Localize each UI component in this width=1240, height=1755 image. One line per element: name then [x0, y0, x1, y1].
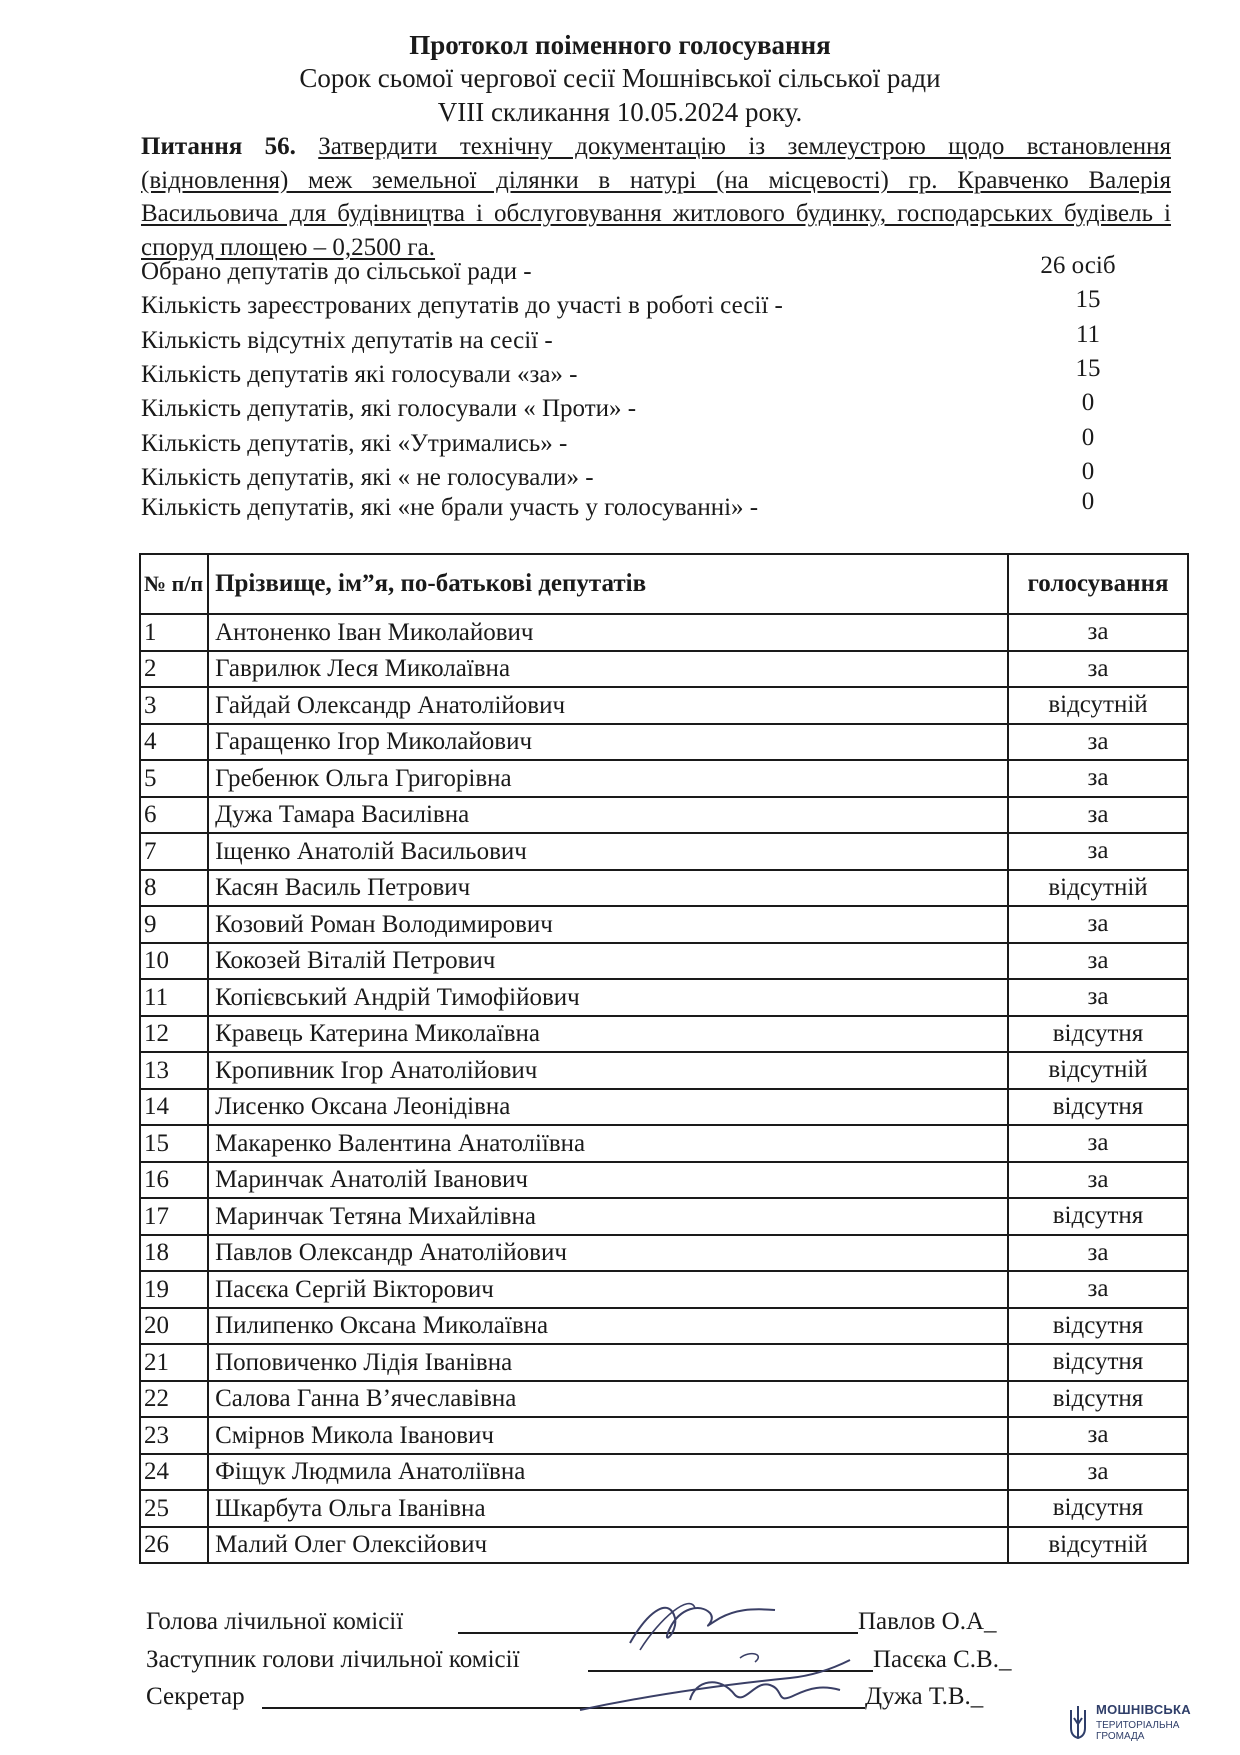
deputy-name: Кропивник Ігор Анатолійович — [208, 1052, 1008, 1089]
deputy-name: Гаращенко Ігор Миколайович — [208, 724, 1008, 761]
row-number: 8 — [140, 870, 208, 907]
row-number: 25 — [140, 1490, 208, 1527]
row-number: 21 — [140, 1344, 208, 1381]
deputy-name: Дужа Тамара Василівна — [208, 797, 1008, 834]
vote-result: відсутній — [1008, 870, 1188, 907]
row-number: 18 — [140, 1235, 208, 1272]
deputy-name: Маринчак Анатолій Іванович — [208, 1162, 1008, 1199]
stat-value: 0 — [1081, 458, 1095, 485]
vote-result: відсутня — [1008, 1308, 1188, 1345]
stat-value: 0 — [1081, 424, 1095, 451]
row-number: 11 — [140, 979, 208, 1016]
deputy-name: Макаренко Валентина Анатоліївна — [208, 1125, 1008, 1162]
community-logo — [1068, 1700, 1236, 1750]
stat-label: Кількість зареєстрованих депутатів до участі в роботі сесії - — [141, 292, 783, 319]
signature-role-deputy: Заступник голови лічильної комісії — [146, 1646, 520, 1673]
stat-label: Кількість депутатів, які «не брали участь у голосуванні» - — [141, 494, 759, 521]
stat-label: Обрано депутатів до сільської ради - — [141, 258, 532, 285]
signature-role-chair: Голова лічильної комісії — [146, 1608, 404, 1635]
agenda-question — [141, 130, 1171, 264]
question-text: Затвердити технічну документацію із землеустрою щодо встановлення (відновлення) меж земельної ділянки в натурі (на місцевості) гр. Кравченко Валерія Васильовича для будівництва і обслуговування житлового будинку, господарських будівель і споруд площею – 0,2500 га. — [141, 133, 1171, 261]
table-row — [140, 797, 1188, 834]
deputy-name: Салова Ганна В’ячеславівна — [208, 1381, 1008, 1418]
row-number: 7 — [140, 833, 208, 870]
vote-result: за — [1008, 1235, 1188, 1272]
table-row — [140, 760, 1188, 797]
vote-result: за — [1008, 906, 1188, 943]
vote-result: за — [1008, 651, 1188, 688]
signature-name-chair: Павлов О.А_ — [858, 1608, 997, 1635]
table-row — [140, 1454, 1188, 1491]
table-row — [140, 943, 1188, 980]
signature-name-secretary: Дужа Т.В._ — [865, 1683, 984, 1710]
row-number: 12 — [140, 1016, 208, 1053]
vote-result: за — [1008, 1125, 1188, 1162]
document-subtitle: Сорок сьомої чергової сесії Мошнівської сільської ради — [299, 63, 941, 93]
row-number: 5 — [140, 760, 208, 797]
signature-role-secretary: Секретар — [146, 1683, 245, 1710]
stat-value: 0 — [1081, 389, 1095, 416]
stat-value: 15 — [1075, 286, 1101, 313]
table-row — [140, 1344, 1188, 1381]
table-row — [140, 1198, 1188, 1235]
row-number: 10 — [140, 943, 208, 980]
deputy-name: Павлов Олександр Анатолійович — [208, 1235, 1008, 1272]
roll-call-table — [139, 553, 1189, 1564]
logo-line1: ТЕРИТОРІАЛЬНА — [1096, 1720, 1180, 1731]
table-row — [140, 724, 1188, 761]
vote-result: відсутня — [1008, 1198, 1188, 1235]
document-title: Протокол поіменного голосування — [409, 30, 831, 60]
deputy-name: Кокозей Віталій Петрович — [208, 943, 1008, 980]
row-number: 13 — [140, 1052, 208, 1089]
deputy-name: Лисенко Оксана Леонідівна — [208, 1089, 1008, 1126]
vote-result: відсутня — [1008, 1381, 1188, 1418]
row-number: 15 — [140, 1125, 208, 1162]
document-convocation: VIII скликання 10.05.2024 року. — [437, 97, 803, 127]
deputy-name: Пасєка Сергій Вікторович — [208, 1271, 1008, 1308]
deputy-name: Малий Олег Олексійович — [208, 1527, 1008, 1564]
row-number: 4 — [140, 724, 208, 761]
row-number: 23 — [140, 1417, 208, 1454]
stat-label: Кількість депутатів які голосували «за» - — [141, 361, 578, 388]
deputy-name: Копієвський Андрій Тимофійович — [208, 979, 1008, 1016]
stat-value: 11 — [1075, 321, 1101, 348]
table-row — [140, 1417, 1188, 1454]
deputy-name: Козовий Роман Володимирович — [208, 906, 1008, 943]
deputy-name: Поповиченко Лідія Іванівна — [208, 1344, 1008, 1381]
vote-result: за — [1008, 979, 1188, 1016]
table-row — [140, 1089, 1188, 1126]
row-number: 20 — [140, 1308, 208, 1345]
deputy-name: Антоненко Іван Миколайович — [208, 614, 1008, 651]
vote-result: відсутній — [1008, 1527, 1188, 1564]
logo-title: МОШНІВСЬКА — [1096, 1702, 1191, 1717]
table-row — [140, 614, 1188, 651]
table-header-row — [140, 554, 1188, 614]
logo-line2: ГРОМАДА — [1096, 1731, 1145, 1742]
stat-label: Кількість депутатів, які « не голосували» - — [141, 464, 594, 491]
vote-result: за — [1008, 614, 1188, 651]
table-row — [140, 1527, 1188, 1564]
deputy-name: Гребенюк Ольга Григорівна — [208, 760, 1008, 797]
deputy-name: Кравець Катерина Миколаївна — [208, 1016, 1008, 1053]
table-row — [140, 870, 1188, 907]
stat-value: 26 осіб — [1040, 252, 1116, 279]
row-number: 19 — [140, 1271, 208, 1308]
question-label: Питання 56. — [141, 133, 296, 160]
deputy-name: Гайдай Олександр Анатолійович — [208, 687, 1008, 724]
table-row — [140, 833, 1188, 870]
deputy-name: Шкарбута Ольга Іванівна — [208, 1490, 1008, 1527]
table-row — [140, 1016, 1188, 1053]
vote-result: відсутня — [1008, 1344, 1188, 1381]
trident-emblem-icon — [1068, 1704, 1088, 1742]
row-number: 2 — [140, 651, 208, 688]
row-number: 24 — [140, 1454, 208, 1491]
vote-result: за — [1008, 943, 1188, 980]
header-vote: голосування — [1008, 554, 1188, 614]
row-number: 22 — [140, 1381, 208, 1418]
vote-result: за — [1008, 833, 1188, 870]
stat-label: Кількість відсутніх депутатів на сесії - — [141, 327, 553, 354]
stat-label: Кількість депутатів, які голосували « Проти» - — [141, 395, 637, 422]
row-number: 14 — [140, 1089, 208, 1126]
vote-result: за — [1008, 1454, 1188, 1491]
vote-result: за — [1008, 1271, 1188, 1308]
row-number: 17 — [140, 1198, 208, 1235]
deputy-name: Маринчак Тетяна Михайлівна — [208, 1198, 1008, 1235]
vote-result: за — [1008, 760, 1188, 797]
row-number: 9 — [140, 906, 208, 943]
table-row — [140, 1235, 1188, 1272]
table-row — [140, 906, 1188, 943]
deputy-name: Касян Василь Петрович — [208, 870, 1008, 907]
stat-label: Кількість депутатів, які «Утримались» - — [141, 430, 568, 457]
stat-value: 15 — [1075, 355, 1101, 382]
row-number: 16 — [140, 1162, 208, 1199]
vote-result: за — [1008, 1417, 1188, 1454]
header-number: № п/п — [140, 554, 208, 614]
row-number: 6 — [140, 797, 208, 834]
vote-result: за — [1008, 1162, 1188, 1199]
vote-result: відсутній — [1008, 687, 1188, 724]
vote-result: відсутня — [1008, 1490, 1188, 1527]
vote-result: відсутній — [1008, 1052, 1188, 1089]
table-row — [140, 1308, 1188, 1345]
signature-name-deputy: Пасєка С.В._ — [873, 1646, 1012, 1673]
deputy-name: Фіщук Людмила Анатоліївна — [208, 1454, 1008, 1491]
vote-result: за — [1008, 724, 1188, 761]
deputy-name: Іщенко Анатолій Васильович — [208, 833, 1008, 870]
stat-value: 0 — [1081, 488, 1095, 515]
deputy-name: Смірнов Микола Іванович — [208, 1417, 1008, 1454]
deputy-name: Пилипенко Оксана Миколаївна — [208, 1308, 1008, 1345]
vote-result: відсутня — [1008, 1016, 1188, 1053]
table-row — [140, 651, 1188, 688]
table-row — [140, 1125, 1188, 1162]
row-number: 26 — [140, 1527, 208, 1564]
header-name: Прізвище, ім”я, по-батькові депутатів — [208, 554, 1008, 614]
table-row — [140, 979, 1188, 1016]
row-number: 1 — [140, 614, 208, 651]
handwritten-signature-deputy — [560, 1640, 870, 1725]
table-row — [140, 1490, 1188, 1527]
table-row — [140, 1162, 1188, 1199]
table-row — [140, 1381, 1188, 1418]
table-row — [140, 1271, 1188, 1308]
vote-result: за — [1008, 797, 1188, 834]
deputy-name: Гаврилюк Леся Миколаївна — [208, 651, 1008, 688]
table-row — [140, 1052, 1188, 1089]
vote-result: відсутня — [1008, 1089, 1188, 1126]
row-number: 3 — [140, 687, 208, 724]
table-row — [140, 687, 1188, 724]
